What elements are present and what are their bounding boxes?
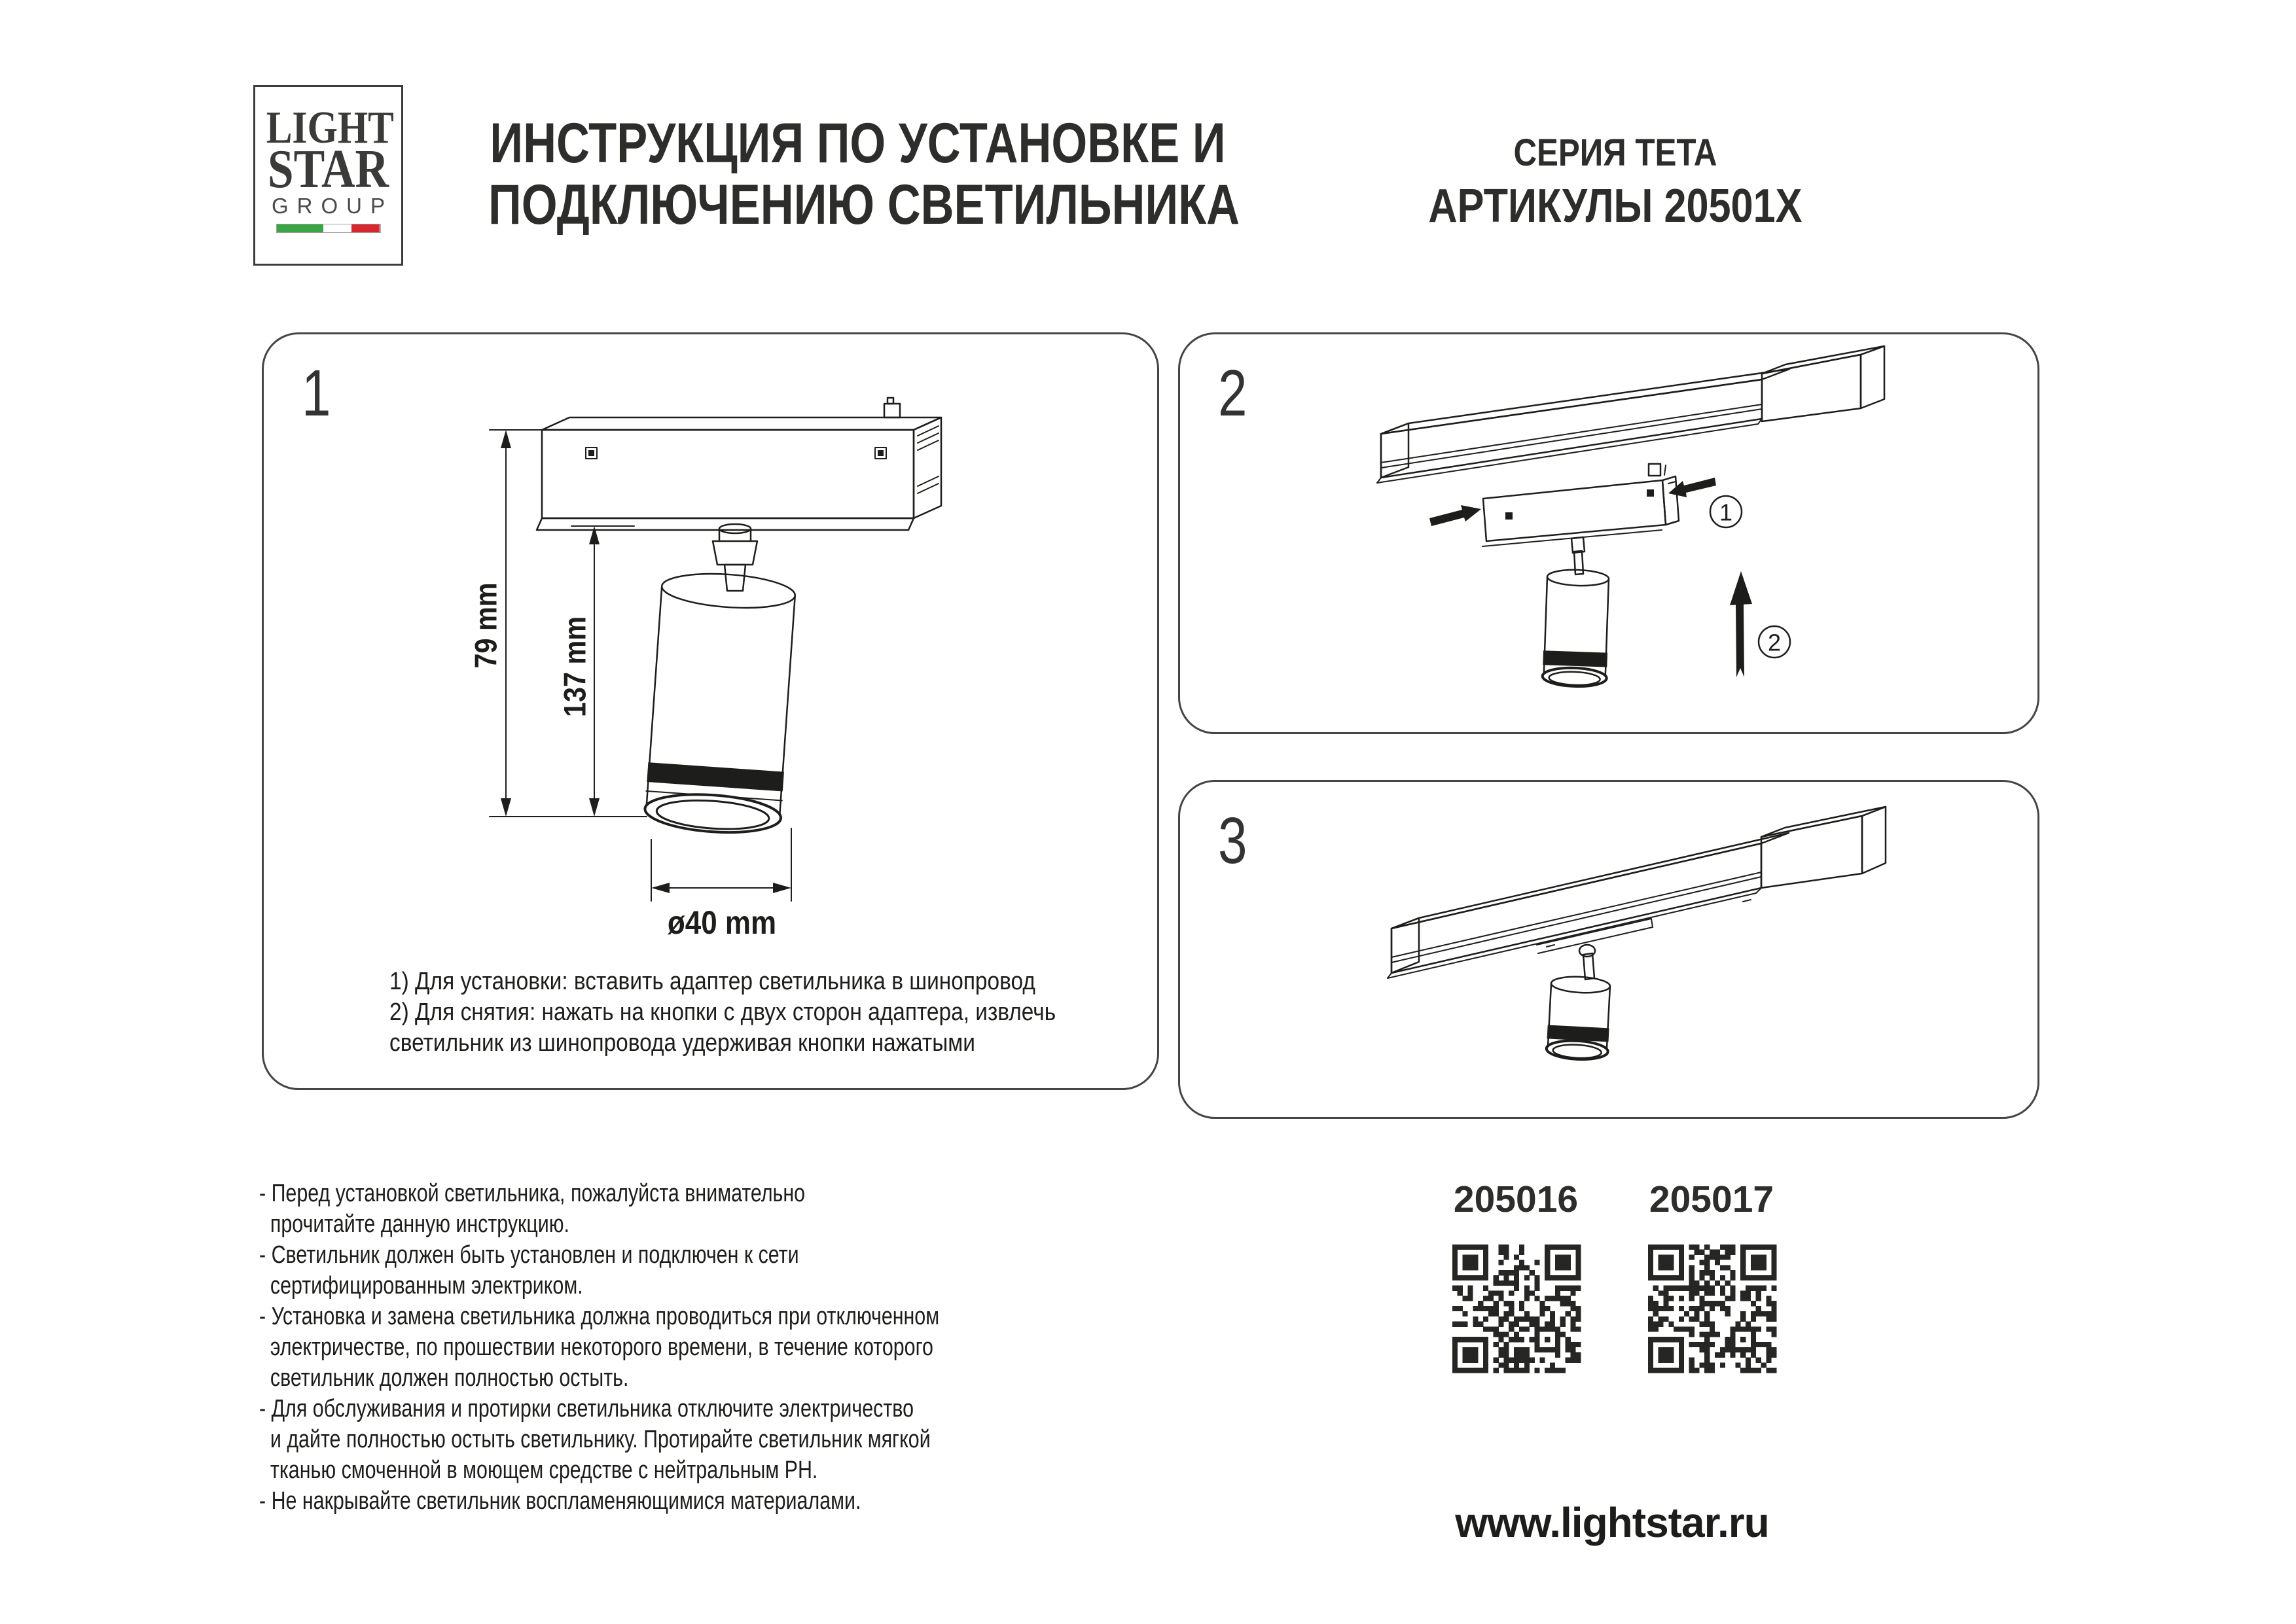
dimension-label-79mm: 79 mm (469, 582, 504, 669)
page-title-line2: ПОДКЛЮЧЕНИЮ СВЕТИЛЬНИКА (488, 173, 1240, 236)
dimension-label-diameter-40mm: ø40 mm (667, 904, 777, 941)
step-panel-2 (1178, 332, 2039, 734)
text-line: 2) Для снятия: нажать на кнопки с двух сторон адаптера, извлечь (389, 998, 1056, 1026)
text-line: и дайте полностью остыть светильнику. Протирайте светильник мягкой (259, 1426, 931, 1453)
text-line: - Установка и замена светильника должна проводиться при отключенном (259, 1303, 940, 1330)
install-remove-notes (389, 966, 1056, 1059)
installed-fixture-drawing (1180, 782, 2037, 1117)
track-insertion-drawing (1180, 334, 2037, 732)
text-line: - Для обслуживания и протирки светильника отключите электричество (259, 1395, 914, 1422)
safety-warnings (259, 1178, 939, 1517)
text-line: прочитайте данную инструкцию. (259, 1210, 569, 1238)
step-panel-1 (262, 332, 1159, 1090)
step-number-1: 1 (302, 357, 331, 430)
qr-code-205016 (1447, 1239, 1586, 1378)
callout-1: 1 (1719, 499, 1733, 526)
step-number-3: 3 (1218, 804, 1247, 877)
text-line: светильник должен полностью остыть. (259, 1364, 629, 1392)
articles-label: АРТИКУЛЫ 20501X (1428, 180, 1803, 232)
text-line: - Не накрывайте светильник воспламеняющимися материалами. (259, 1487, 861, 1515)
text-line: - Перед установкой светильника, пожалуйста внимательно (259, 1180, 806, 1207)
series-label: СЕРИЯ TETA (1513, 132, 1717, 174)
flag-green-segment (277, 224, 323, 232)
text-line: светильник из шинопровода удерживая кнопки нажатыми (389, 1029, 975, 1057)
qr-code-205017 (1643, 1239, 1782, 1378)
text-line: сертифицированным электриком. (259, 1272, 583, 1299)
step-callouts (1710, 496, 1790, 658)
website-link: www.lightstar.ru (1455, 1499, 1769, 1546)
logo-word-star: STAR (267, 139, 389, 200)
dimension-label-137mm: 137 mm (558, 616, 593, 717)
flag-white-segment (323, 224, 351, 232)
flag-red-segment (351, 224, 380, 232)
article-number-right: 205017 (1649, 1178, 1774, 1220)
text-line: электричестве, по прошествии некоторого времени, в течение которого (259, 1333, 933, 1361)
step-panel-3 (1178, 780, 2039, 1119)
page-title (406, 113, 1309, 236)
lightstar-logo (253, 85, 403, 266)
text-line: - Светильник должен быть установлен и подключен к сети (259, 1241, 799, 1269)
article-number-left: 205016 (1453, 1178, 1579, 1220)
logo-word-group: GROUP (271, 194, 393, 218)
page-title-line1: ИНСТРУКЦИЯ ПО УСТАНОВКЕ И (489, 112, 1226, 175)
callout-2: 2 (1767, 629, 1782, 656)
push-button-arrows (1429, 478, 1752, 677)
italian-flag-icon (277, 224, 380, 232)
logo-word-light: LIGHT (266, 103, 394, 153)
text-line: 1) Для установки: вставить адаптер светильника в шинопровод (389, 968, 1035, 995)
text-line: тканью смоченной в моющем средстве с нейтральным PH. (259, 1456, 818, 1484)
step-number-2: 2 (1218, 357, 1247, 430)
